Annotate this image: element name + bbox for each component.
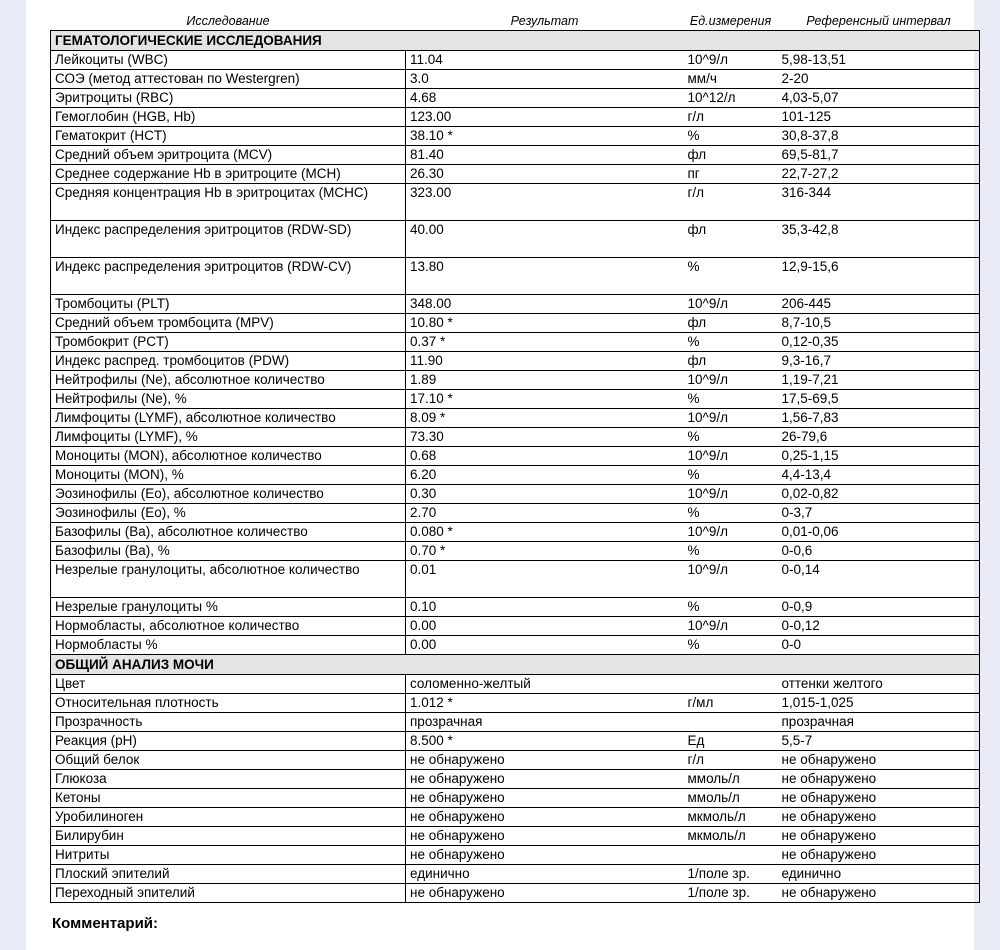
cell-unit: фл — [684, 352, 778, 371]
table-row — [51, 165, 980, 184]
cell-unit: фл — [684, 221, 778, 258]
cell-name: Уробилиноген — [51, 808, 406, 827]
cell-result: 8.09 * — [406, 409, 684, 428]
cell-name: Эритроциты (RBC) — [51, 89, 406, 108]
cell-unit: Ед — [684, 732, 778, 751]
cell-unit: мм/ч — [684, 70, 778, 89]
cell-name: Тромбоциты (PLT) — [51, 295, 406, 314]
table-row — [51, 447, 980, 466]
section-title: ГЕМАТОЛОГИЧЕСКИЕ ИССЛЕДОВАНИЯ — [51, 31, 980, 51]
table-row — [51, 865, 980, 884]
cell-name: Относительная плотность — [51, 694, 406, 713]
cell-ref: 0,01-0,06 — [778, 523, 980, 542]
table-row — [51, 184, 980, 221]
table-row — [51, 146, 980, 165]
cell-ref: 206-445 — [778, 295, 980, 314]
report-page — [26, 0, 974, 950]
cell-ref: 0-0,9 — [778, 598, 980, 617]
table-row — [51, 751, 980, 770]
cell-unit: г/л — [684, 184, 778, 221]
table-row — [51, 713, 980, 732]
cell-unit: % — [684, 258, 778, 295]
table-row — [51, 89, 980, 108]
cell-result: 4.68 — [406, 89, 684, 108]
header-name: Исследование — [51, 12, 406, 31]
cell-name: Нитриты — [51, 846, 406, 865]
table-row — [51, 51, 980, 70]
cell-name: Билирубин — [51, 827, 406, 846]
cell-result: 0.080 * — [406, 523, 684, 542]
table-row — [51, 504, 980, 523]
cell-unit: % — [684, 390, 778, 409]
table-row — [51, 258, 980, 295]
cell-ref: 22,7-27,2 — [778, 165, 980, 184]
cell-ref: 17,5-69,5 — [778, 390, 980, 409]
cell-name: Средний объем тромбоцита (MPV) — [51, 314, 406, 333]
cell-unit: 10^9/л — [684, 51, 778, 70]
cell-ref: 0-0,14 — [778, 561, 980, 598]
cell-result: 0.01 — [406, 561, 684, 598]
cell-name: Нейтрофилы (Ne), % — [51, 390, 406, 409]
cell-name: Незрелые гранулоциты % — [51, 598, 406, 617]
cell-name: Глюкоза — [51, 770, 406, 789]
table-row — [51, 221, 980, 258]
cell-ref: 1,19-7,21 — [778, 371, 980, 390]
table-body — [51, 31, 980, 903]
cell-name: Средний объем эритроцита (MCV) — [51, 146, 406, 165]
cell-unit: 10^9/л — [684, 617, 778, 636]
cell-ref: 316-344 — [778, 184, 980, 221]
cell-unit: мкмоль/л — [684, 827, 778, 846]
cell-name: Общий белок — [51, 751, 406, 770]
cell-result: 13.80 — [406, 258, 684, 295]
table-row — [51, 542, 980, 561]
cell-unit: фл — [684, 146, 778, 165]
cell-ref: 2-20 — [778, 70, 980, 89]
cell-ref: 5,5-7 — [778, 732, 980, 751]
cell-unit: ммоль/л — [684, 770, 778, 789]
cell-unit: 10^9/л — [684, 409, 778, 428]
cell-result: 0.00 — [406, 636, 684, 655]
results-table — [50, 12, 980, 903]
table-row — [51, 127, 980, 146]
cell-name: Нормобласты, абсолютное количество — [51, 617, 406, 636]
cell-name: Средняя концентрация Hb в эритроцитах (MCHC) — [51, 184, 406, 221]
table-row — [51, 636, 980, 655]
cell-name: Индекс распределения эритроцитов (RDW-SD) — [51, 221, 406, 258]
cell-ref: 1,56-7,83 — [778, 409, 980, 428]
cell-result: 81.40 — [406, 146, 684, 165]
table-row — [51, 598, 980, 617]
cell-result: 11.04 — [406, 51, 684, 70]
table-row — [51, 314, 980, 333]
cell-ref: 69,5-81,7 — [778, 146, 980, 165]
table-row — [51, 846, 980, 865]
table-row — [51, 770, 980, 789]
cell-unit: г/л — [684, 751, 778, 770]
cell-unit: % — [684, 504, 778, 523]
cell-ref: единично — [778, 865, 980, 884]
cell-ref: не обнаружено — [778, 770, 980, 789]
table-row — [51, 352, 980, 371]
cell-unit: 10^12/л — [684, 89, 778, 108]
comment-label: Комментарий: — [52, 915, 159, 932]
section-header-row — [51, 655, 980, 675]
cell-unit: 1/поле зр. — [684, 884, 778, 903]
cell-result: 323.00 — [406, 184, 684, 221]
cell-ref: не обнаружено — [778, 808, 980, 827]
cell-ref: 5,98-13,51 — [778, 51, 980, 70]
cell-name: Индекс распред. тромбоцитов (PDW) — [51, 352, 406, 371]
cell-unit: % — [684, 542, 778, 561]
table-row — [51, 523, 980, 542]
cell-ref: не обнаружено — [778, 846, 980, 865]
cell-result: 0.37 * — [406, 333, 684, 352]
cell-ref: не обнаружено — [778, 751, 980, 770]
cell-name: Прозрачность — [51, 713, 406, 732]
cell-ref: не обнаружено — [778, 827, 980, 846]
section-title: ОБЩИЙ АНАЛИЗ МОЧИ — [51, 655, 980, 675]
cell-result: 0.10 — [406, 598, 684, 617]
cell-ref: 101-125 — [778, 108, 980, 127]
cell-ref: 0-0,6 — [778, 542, 980, 561]
cell-unit: 10^9/л — [684, 295, 778, 314]
table-row — [51, 390, 980, 409]
cell-unit: 10^9/л — [684, 523, 778, 542]
cell-result: 11.90 — [406, 352, 684, 371]
cell-name: Моноциты (MON), абсолютное количество — [51, 447, 406, 466]
cell-name: Эозинофилы (Eo), % — [51, 504, 406, 523]
table-row — [51, 466, 980, 485]
cell-result: 8.500 * — [406, 732, 684, 751]
cell-ref: 8,7-10,5 — [778, 314, 980, 333]
cell-name: Среднее содержание Hb в эритроците (MCH) — [51, 165, 406, 184]
cell-result: 1.89 — [406, 371, 684, 390]
cell-name: Нормобласты % — [51, 636, 406, 655]
cell-ref: 12,9-15,6 — [778, 258, 980, 295]
cell-ref: 35,3-42,8 — [778, 221, 980, 258]
cell-result: 0.00 — [406, 617, 684, 636]
cell-ref: оттенки желтого — [778, 675, 980, 694]
cell-unit: % — [684, 333, 778, 352]
cell-result: 0.68 — [406, 447, 684, 466]
cell-ref: прозрачная — [778, 713, 980, 732]
cell-name: Лимфоциты (LYMF), абсолютное количество — [51, 409, 406, 428]
table-row — [51, 884, 980, 903]
cell-unit: г/л — [684, 108, 778, 127]
cell-unit: пг — [684, 165, 778, 184]
cell-unit: фл — [684, 314, 778, 333]
cell-ref: 4,4-13,4 — [778, 466, 980, 485]
cell-ref: 4,03-5,07 — [778, 89, 980, 108]
cell-result: 0.70 * — [406, 542, 684, 561]
cell-unit: 10^9/л — [684, 485, 778, 504]
cell-name: Незрелые гранулоциты, абсолютное количество — [51, 561, 406, 598]
cell-name: Реакция (pH) — [51, 732, 406, 751]
cell-unit: % — [684, 636, 778, 655]
cell-ref: 0,25-1,15 — [778, 447, 980, 466]
cell-name: Моноциты (MON), % — [51, 466, 406, 485]
cell-result: не обнаружено — [406, 770, 684, 789]
cell-name: Лейкоциты (WBC) — [51, 51, 406, 70]
cell-result: не обнаружено — [406, 789, 684, 808]
cell-name: Цвет — [51, 675, 406, 694]
cell-result: не обнаружено — [406, 751, 684, 770]
cell-unit: % — [684, 127, 778, 146]
cell-name: Плоский эпителий — [51, 865, 406, 884]
cell-unit: 10^9/л — [684, 561, 778, 598]
cell-unit: % — [684, 428, 778, 447]
cell-unit: 10^9/л — [684, 447, 778, 466]
table-row — [51, 675, 980, 694]
cell-name: Гемоглобин (HGB, Hb) — [51, 108, 406, 127]
cell-name: Базофилы (Ba), абсолютное количество — [51, 523, 406, 542]
cell-result: 2.70 — [406, 504, 684, 523]
cell-name: Лимфоциты (LYMF), % — [51, 428, 406, 447]
header-unit: Ед.измерения — [684, 12, 778, 31]
cell-name: Кетоны — [51, 789, 406, 808]
cell-result: 1.012 * — [406, 694, 684, 713]
table-row — [51, 808, 980, 827]
cell-unit — [684, 675, 778, 694]
cell-ref: 9,3-16,7 — [778, 352, 980, 371]
cell-result: 10.80 * — [406, 314, 684, 333]
cell-result: прозрачная — [406, 713, 684, 732]
cell-unit: мкмоль/л — [684, 808, 778, 827]
cell-result: 348.00 — [406, 295, 684, 314]
cell-result: не обнаружено — [406, 808, 684, 827]
cell-unit: 1/поле зр. — [684, 865, 778, 884]
cell-result: 38.10 * — [406, 127, 684, 146]
table-row — [51, 561, 980, 598]
cell-result: не обнаружено — [406, 846, 684, 865]
cell-result: 3.0 — [406, 70, 684, 89]
table-row — [51, 70, 980, 89]
table-row — [51, 333, 980, 352]
cell-name: Эозинофилы (Eo), абсолютное количество — [51, 485, 406, 504]
cell-result: 0.30 — [406, 485, 684, 504]
cell-ref: 30,8-37,8 — [778, 127, 980, 146]
cell-result: 26.30 — [406, 165, 684, 184]
cell-name: Индекс распределения эритроцитов (RDW-CV) — [51, 258, 406, 295]
cell-unit: % — [684, 466, 778, 485]
cell-name: СОЭ (метод аттестован по Westergren) — [51, 70, 406, 89]
cell-ref: 0-0,12 — [778, 617, 980, 636]
cell-result: не обнаружено — [406, 884, 684, 903]
cell-result: 73.30 — [406, 428, 684, 447]
cell-name: Переходный эпителий — [51, 884, 406, 903]
cell-unit: 10^9/л — [684, 371, 778, 390]
table-row — [51, 617, 980, 636]
table-row — [51, 428, 980, 447]
cell-result: единично — [406, 865, 684, 884]
cell-ref: 0-0 — [778, 636, 980, 655]
cell-unit: % — [684, 598, 778, 617]
cell-ref: 0-3,7 — [778, 504, 980, 523]
table-row — [51, 789, 980, 808]
cell-unit: ммоль/л — [684, 789, 778, 808]
cell-ref: 0,02-0,82 — [778, 485, 980, 504]
cell-name: Гематокрит (HCT) — [51, 127, 406, 146]
cell-unit — [684, 713, 778, 732]
table-row — [51, 371, 980, 390]
header-ref: Референсный интервал — [778, 12, 980, 31]
table-row — [51, 827, 980, 846]
cell-result: соломенно-желтый — [406, 675, 684, 694]
cell-name: Нейтрофилы (Ne), абсолютное количество — [51, 371, 406, 390]
cell-ref: не обнаружено — [778, 789, 980, 808]
cell-result: не обнаружено — [406, 827, 684, 846]
cell-result: 17.10 * — [406, 390, 684, 409]
cell-name: Тромбокрит (PCT) — [51, 333, 406, 352]
cell-ref: 26-79,6 — [778, 428, 980, 447]
table-row — [51, 108, 980, 127]
table-row — [51, 694, 980, 713]
cell-result: 40.00 — [406, 221, 684, 258]
table-row — [51, 732, 980, 751]
cell-name: Базофилы (Ba), % — [51, 542, 406, 561]
table-header-row — [51, 12, 980, 31]
cell-ref: 1,015-1,025 — [778, 694, 980, 713]
cell-result: 6.20 — [406, 466, 684, 485]
section-header-row — [51, 31, 980, 51]
cell-ref: не обнаружено — [778, 884, 980, 903]
cell-result: 123.00 — [406, 108, 684, 127]
table-row — [51, 409, 980, 428]
cell-ref: 0,12-0,35 — [778, 333, 980, 352]
cell-unit — [684, 846, 778, 865]
cell-unit: г/мл — [684, 694, 778, 713]
header-result: Результат — [406, 12, 684, 31]
table-row — [51, 485, 980, 504]
table-row — [51, 295, 980, 314]
